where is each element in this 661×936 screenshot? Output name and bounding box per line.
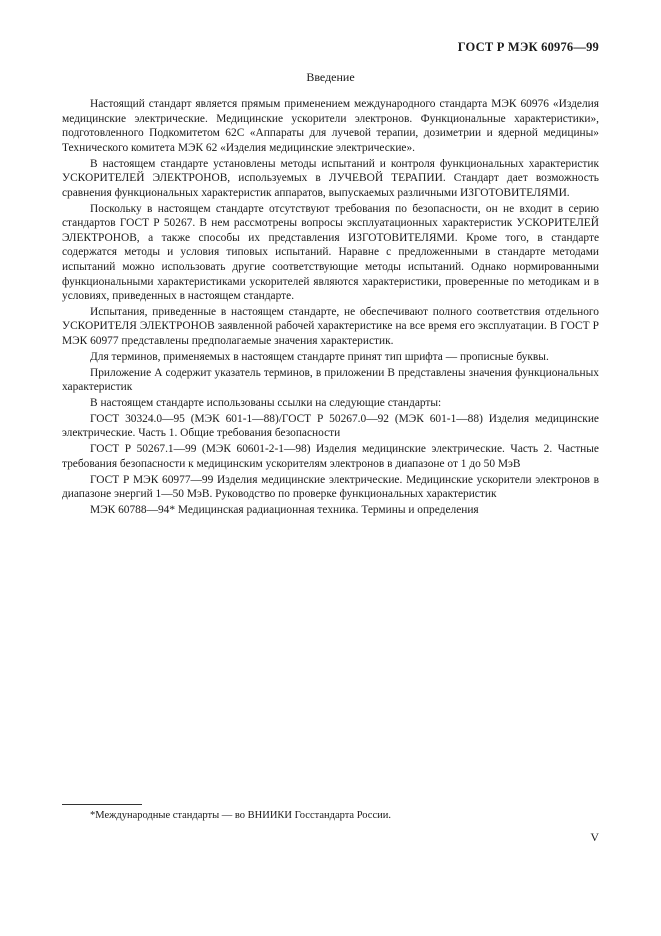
- reference-item: МЭК 60788—94* Медицинская радиационная техника. Термины и определения: [90, 503, 479, 516]
- reference-item: ГОСТ Р 50267.1—99 (МЭК 60601-2-1—98) Изделия медицинские электрические. Часть 2. Частные требования безопасности к медицинским ускорителям электронов в диапазоне от 1 до 50 МэВ: [62, 443, 599, 470]
- paragraph: В настоящем стандарте использованы ссылки на следующие стандарты:: [90, 397, 442, 409]
- paragraph: В настоящем стандарте установлены методы испытаний и контроля функциональных характеристик УСКОРИТЕЛЕЙ ЭЛЕКТРОНОВ, используемых в ЛУЧЕВОЙ ТЕРАПИИ. Стандарт дает возможность сравнения функциональных характеристик аппаратов, выпускаемых различными ИЗГОТОВИТЕЛЯМИ.: [62, 157, 599, 199]
- footnote-divider: [62, 804, 142, 805]
- section-title: Введение: [306, 70, 355, 84]
- page-number: V: [590, 830, 599, 844]
- paragraph: Поскольку в настоящем стандарте отсутствуют требования по безопасности, он не входит в серию стандартов ГОСТ Р 50267. В нем рассмотрены вопросы эксплуатационных характеристик УСКОРИТЕЛЕЙ ЭЛЕКТРОНОВ, а также способы их представления ИЗГОТОВИТЕЛЯМИ. Кроме того, в стандарте содержатся методы и условия типовых испытаний. Наравне с предложенными в стандарте методами испытаний можно использовать другие соответствующие методы испытаний. Однако нормированными функциональными характеристиками ускорителей являются характеристики, проверенные по методикам и в условиях, приведенных в настоящем стандарте.: [62, 202, 599, 303]
- paragraph: Настоящий стандарт является прямым применением международного стандарта МЭК 60976 «Изделия медицинские электрические. Медицинские ускорители электронов. Функциональные характеристики», подготовленного Подкомитетом 62С «Аппараты для лучевой терапии, дозиметрии и ядерной медицины» Технического комитета МЭК 62 «Изделия медицинские электрические».: [62, 98, 599, 154]
- reference-item: ГОСТ 30324.0—95 (МЭК 601-1—88)/ГОСТ Р 50267.0—92 (МЭК 601-1—88) Изделия медицинские электрические. Часть 1. Общие требования безопасности: [62, 412, 599, 440]
- paragraph: Для терминов, применяемых в настоящем стандарте принят тип шрифта — прописные буквы.: [90, 350, 549, 363]
- body-text: [62, 97, 599, 519]
- reference-item: ГОСТ Р МЭК 60977—99 Изделия медицинские электрические. Медицинские ускорители электронов в диапазоне энергий 1—50 МэВ. Руководство по проверке функциональных характеристик: [62, 473, 599, 501]
- paragraph: Испытания, приведенные в настоящем стандарте, не обеспечивают полного соответствия отдельного УСКОРИТЕЛЯ ЭЛЕКТРОНОВ заявленной рабочей характеристике на все время его эксплуатации. В ГОСТ Р МЭК 60977 представлены предполагаемые значения характеристик.: [62, 305, 599, 348]
- paragraph: Приложение А содержит указатель терминов, в приложении В представлены значения функциональных характеристик: [62, 366, 599, 394]
- document-header: ГОСТ Р МЭК 60976—99: [457, 40, 599, 54]
- footnote: *Международные стандарты — во ВНИИКИ Госстандарта России.: [90, 810, 391, 821]
